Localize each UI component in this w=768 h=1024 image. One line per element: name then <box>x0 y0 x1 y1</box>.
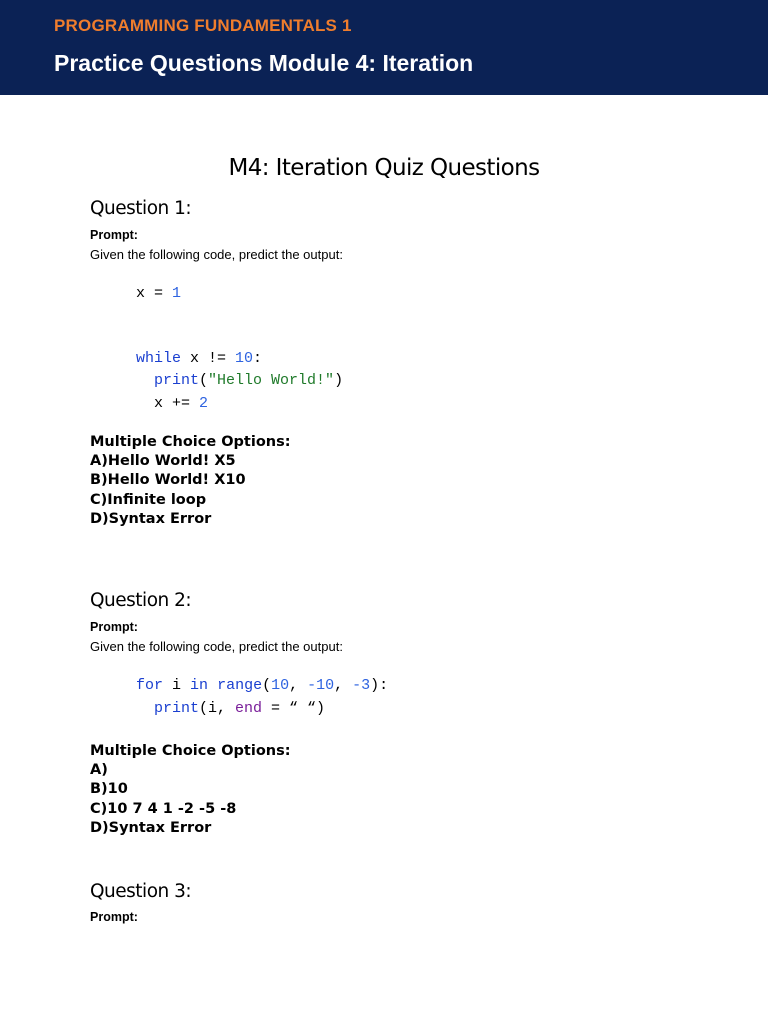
code-token: ): <box>370 677 389 694</box>
code-token: 10 <box>271 677 290 694</box>
question-1-option-b: B)Hello World! X10 <box>90 472 246 488</box>
question-2-prompt-text: Given the following code, predict the output: <box>90 639 343 654</box>
code-token: range <box>217 677 263 694</box>
question-1-option-c: C)Infinite loop <box>90 492 207 508</box>
code-token <box>208 677 217 694</box>
code-token: 2 <box>199 395 209 412</box>
code-token: , <box>289 677 308 694</box>
code-token: print <box>154 372 200 389</box>
code-token: ( <box>199 372 209 389</box>
code-token: = “ “) <box>262 700 326 717</box>
course-name: PROGRAMMING FUNDAMENTALS 1 <box>54 16 352 35</box>
question-2-heading: Question 2: <box>90 590 192 611</box>
question-1-code-line-3 <box>154 372 343 389</box>
question-1-heading: Question 1: <box>90 198 192 219</box>
question-1-prompt-text: Given the following code, predict the output: <box>90 247 343 262</box>
question-2-code-line-2 <box>154 700 325 717</box>
code-token: : <box>253 350 263 367</box>
question-1-code-line-4 <box>154 395 208 412</box>
code-token: "Hello World!" <box>208 372 335 389</box>
code-token: ( <box>262 677 272 694</box>
code-token: for <box>136 677 164 694</box>
code-token: 1 <box>172 285 182 302</box>
code-token: i <box>163 677 191 694</box>
code-token: in <box>190 677 209 694</box>
code-token: x += <box>154 395 200 412</box>
question-2-option-a: A) <box>90 762 108 778</box>
document-title: Practice Questions Module 4: Iteration <box>54 50 474 76</box>
question-2-prompt-label: Prompt: <box>90 620 138 634</box>
question-1-prompt-label: Prompt: <box>90 228 138 242</box>
question-1-options-label: Multiple Choice Options: <box>90 434 291 450</box>
code-token: print <box>154 700 200 717</box>
question-3-prompt-label: Prompt: <box>90 910 138 924</box>
question-1-option-a: A)Hello World! X5 <box>90 453 236 469</box>
question-2-option-b: B)10 <box>90 781 128 797</box>
page-title: M4: Iteration Quiz Questions <box>228 155 540 181</box>
code-token: , <box>334 677 353 694</box>
question-2-option-c: C)10 7 4 1 -2 -5 -8 <box>90 801 237 817</box>
question-3-heading: Question 3: <box>90 881 192 902</box>
question-2-code-line-1 <box>136 677 388 694</box>
code-token: end <box>235 700 263 717</box>
question-1-code-line-2 <box>136 350 262 367</box>
code-token: x != <box>181 350 236 367</box>
code-token: x <box>136 285 146 302</box>
document-header <box>0 0 768 95</box>
question-2-option-d: D)Syntax Error <box>90 820 212 836</box>
code-token: -10 <box>307 677 335 694</box>
code-token: while <box>136 350 182 367</box>
code-token: -3 <box>352 677 371 694</box>
question-2-options-label: Multiple Choice Options: <box>90 743 291 759</box>
code-token: = <box>145 285 173 302</box>
question-1-option-d: D)Syntax Error <box>90 511 212 527</box>
code-token: 10 <box>235 350 254 367</box>
code-token: ) <box>334 372 344 389</box>
code-token: (i, <box>199 700 236 717</box>
question-1-code-line-1 <box>136 285 181 302</box>
